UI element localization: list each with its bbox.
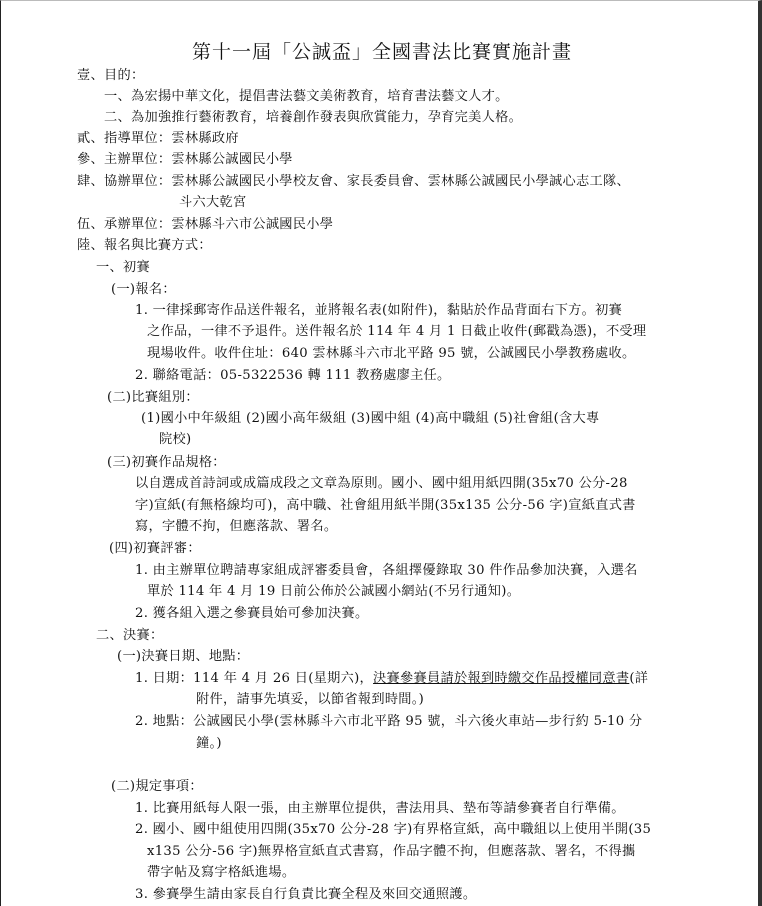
- document-title: 第十一屆「公誠盃」全國書法比賽實施計畫: [191, 41, 572, 63]
- final-venue: 2. 地點：公誠國民小學(雲林縣斗六市北平路 95 號，斗六後火車站—步行約 5-10 分: [135, 714, 643, 729]
- body-line: (1)國小中年級組 (2)國小高年級組 (3)國中組 (4)高中職組 (5)社會組(含大專: [141, 411, 600, 426]
- purpose-item: 一、為宏揚中華文化，提倡書法藝文美術教育，培育書法藝文人才。: [104, 89, 509, 104]
- co-organizer-unit-cont: 斗六大乾宮: [179, 195, 247, 210]
- final-date-suffix: (詳: [629, 671, 649, 686]
- item-heading: (二)規定事項：: [111, 779, 203, 794]
- purpose-item: 二、為加強推行藝術教育，培養創作發表與欣賞能力，孕育完美人格。: [104, 110, 523, 125]
- rule-item: 2. 國小、國中組使用四開(35x70 公分-28 字)有界格宣紙，高中職組以上使用半開(35: [135, 822, 652, 837]
- section-heading: 壹、目的：: [77, 68, 145, 83]
- guidance-unit: 貳、指導單位：雲林縣政府: [77, 131, 239, 146]
- body-line: 字)宣紙(有無格線均可)，高中職、社會組用紙半開(35x135 公分-56 字)宣紙直式書: [135, 498, 636, 513]
- rule-item: 3. 參賽學生請由家長自行負責比賽全程及來回交通照護。: [135, 887, 477, 902]
- body-line: x135 公分-56 字)無界格宣紙直式書寫，作品字體不拘，但應落款、署名，不得攜: [147, 844, 636, 859]
- item-heading: (一)報名：: [111, 282, 176, 297]
- body-line: 附件，請事先填妥，以節省報到時間。): [196, 692, 425, 707]
- subsection-heading: 一、初賽: [96, 260, 150, 275]
- body-line: 單於 114 年 4 月 19 日前公佈於公誠國小網站(不另行通知)。: [147, 584, 521, 599]
- item-heading: (三)初賽作品規格：: [107, 455, 226, 470]
- body-line: 寫，字體不拘，但應落款、署名。: [135, 519, 338, 534]
- body-line: 1. 一律採郵寄作品送件報名，並將報名表(如附件)，黏貼於作品背面右下方。初賽: [135, 303, 623, 318]
- item-heading: (二)比賽組別：: [107, 390, 199, 405]
- body-line: 現場收件。收件住址：640 雲林縣斗六市北平路 95 號，公誠國民小學教務處收。: [147, 346, 636, 361]
- subsection-heading: 二、決賽：: [96, 628, 164, 643]
- section-heading: 陸、報名與比賽方式：: [77, 238, 212, 253]
- body-line: 帶字帖及寫字格紙進場。: [147, 865, 296, 880]
- co-organizer-unit: 肆、協辦單位：雲林縣公誠國民小學校友會、家長委員會、雲林縣公誠國民小學誠心志工隊、: [77, 174, 630, 189]
- body-line: 院校): [159, 432, 192, 447]
- final-date-line: [135, 668, 648, 689]
- body-line: 之作品，一律不予退件。送件報名於 114 年 4 月 1 日截止收件(郵戳為憑)，不受理: [147, 324, 647, 339]
- contact-phone: 2. 聯絡電話：05-5322536 轉 111 教務處廖主任。: [135, 368, 451, 383]
- final-date-prefix: 1. 日期：114 年 4 月 26 日(星期六)，: [135, 671, 374, 686]
- item-heading: (四)初賽評審：: [109, 541, 201, 556]
- executing-unit: 伍、承辦單位：雲林縣斗六市公誠國民小學: [77, 217, 334, 232]
- body-line: 以自選成首詩詞或成篇成段之文章為原則。國小、國中組用紙四開(35x70 公分-28: [135, 476, 628, 491]
- rule-item: 1. 比賽用紙每人限一張，由主辦單位提供，書法用具、墊布等請參賽者自行準備。: [135, 801, 625, 816]
- body-line: 鐘。): [196, 736, 222, 751]
- body-line: 1. 由主辦單位聘請專家組成評審委員會，各組擇優錄取 30 件作品參加決賽，入選名: [135, 563, 638, 578]
- organizer-unit: 參、主辦單位：雲林縣公誠國民小學: [77, 152, 293, 167]
- item-heading: (一)決賽日期、地點：: [117, 649, 250, 664]
- body-line: 2. 獲各組入選之參賽員始可參加決賽。: [135, 606, 369, 621]
- authorization-notice: 決賽參賽員請於報到時繳交作品授權同意書: [373, 671, 630, 686]
